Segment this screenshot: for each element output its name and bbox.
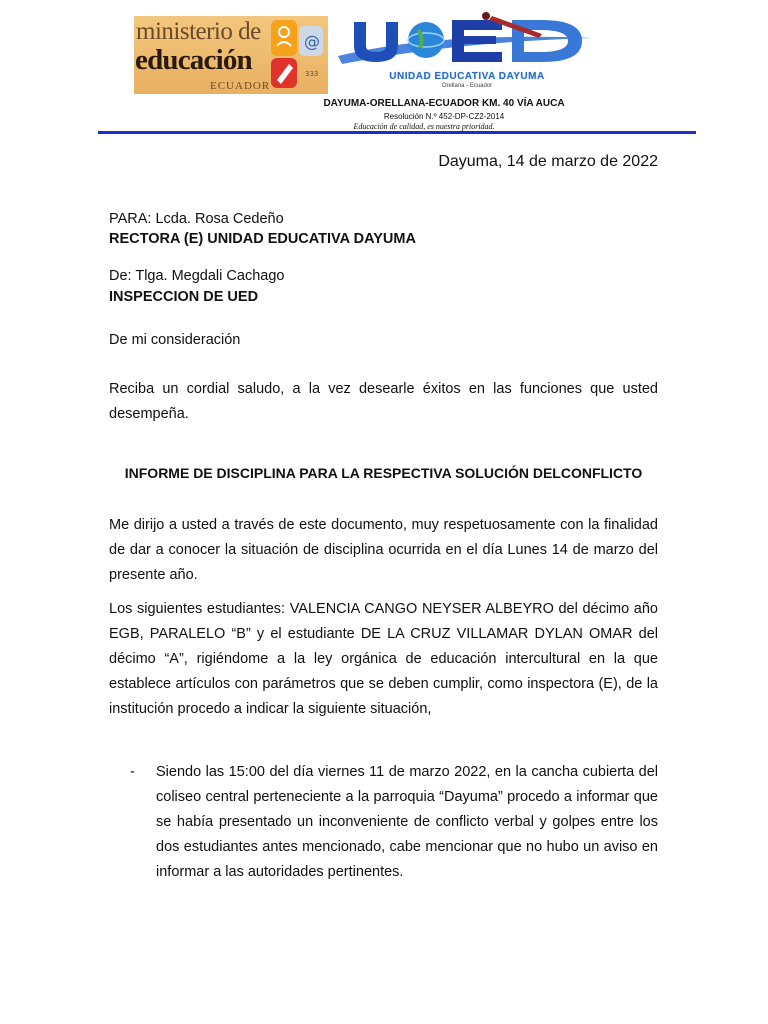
svg-text:@: @ [304, 32, 320, 51]
letter-date: Dayuma, 14 de marzo de 2022 [438, 153, 658, 170]
svg-text:333: 333 [305, 70, 319, 78]
header-divider [98, 131, 696, 134]
ministry-logo-country: ECUADOR [210, 80, 271, 92]
ministry-logo-icons [269, 20, 327, 90]
greeting-paragraph: Reciba un cordial saludo, a la vez desearle éxitos en las funciones que usted desempeña. [109, 381, 658, 422]
school-logo-subtitle: UNIDAD EDUCATIVA DAYUMA [389, 71, 545, 82]
school-motto: Educación de calidad, es nuestra prioridad. [353, 122, 495, 131]
recipient-name: PARA: Lcda. Rosa Cedeño [109, 211, 284, 227]
ministry-of-education-logo [134, 16, 328, 94]
ued-letters-graphic [336, 12, 598, 72]
recipient-title: RECTORA (E) UNIDAD EDUCATIVA DAYUMA [109, 231, 416, 247]
bullet-marker: - [130, 764, 135, 780]
school-resolution: Resolución N.º 452-DP-CZ2-2014 [383, 112, 505, 121]
bullet-item-text: Siendo las 15:00 del día viernes 11 de marzo 2022, en la cancha cubierta del coliseo central perteneciente a la parroquia “Dayuma” procedo a informar que se había presentado un inconveniente de conflicto verbal y golpes entre los dos estudiantes antes mencionado, cabe mencionar que no hubo un aviso en informar a las autoridades pertinentes. [156, 764, 658, 880]
school-logo [336, 12, 598, 92]
ministry-logo-line1: ministerio de [136, 18, 261, 45]
ministry-logo-line2: educación [135, 44, 252, 76]
body-paragraph-2: Los siguientes estudiantes: VALENCIA CANGO NEYSER ALBEYRO del décimo año EGB, PARALELO “B” y el estudiante DE LA CRUZ VILLAMAR DYLAN OMAR del décimo “A”, rigiéndome a la ley orgánica de educación intercultural en la que establece artículos con parámetros que se deben cumplir, como inspectora (E), de la institución procedo a indicar la siguiente situación, [109, 601, 658, 717]
sender-title: INSPECCION DE UED [109, 289, 259, 305]
body-paragraph-1: Me dirijo a usted a través de este documento, muy respetuosamente con la finalidad de dar a conocer la situación de disciplina ocurrida en el día Lunes 14 de marzo del presente año. [109, 517, 658, 583]
report-title: INFORME DE DISCIPLINA PARA LA RESPECTIVA SOLUCIÓN DELCONFLICTO [124, 465, 643, 481]
school-logo-location: Orellana - Ecuador [441, 83, 493, 89]
school-address: DAYUMA-ORELLANA-ECUADOR KM. 40 VÍA AUCA [323, 98, 565, 109]
salutation: De mi consideración [109, 332, 241, 348]
sender-name: De: Tlga. Megdali Cachago [109, 268, 285, 284]
